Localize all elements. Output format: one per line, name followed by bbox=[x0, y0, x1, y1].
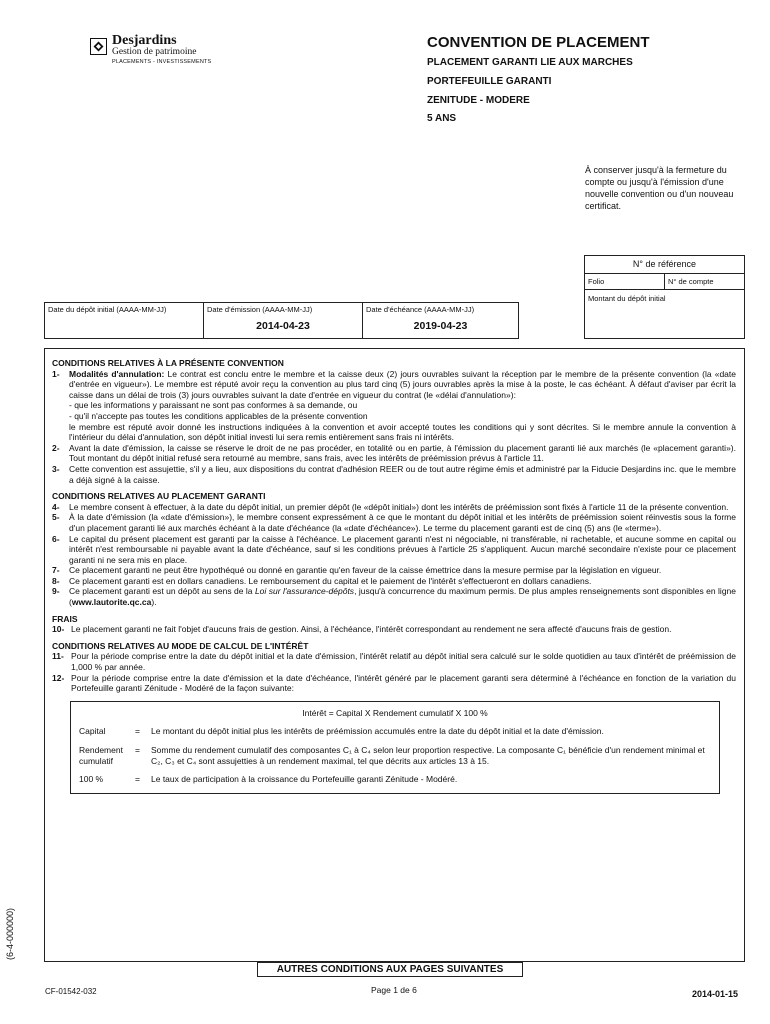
clause-text: Cette convention est assujettie, s'il y a lieu, aux dispositions du contrat d'adhésion REER ou de tout autre régime émis et administré par la Fiducie Desjardins inc. que le membre a déjà signé à la caisse. bbox=[69, 463, 736, 485]
clause-1 bbox=[52, 369, 736, 401]
clause-number: 1- bbox=[52, 368, 60, 379]
logo-name: Desjardins bbox=[112, 33, 177, 48]
logo-tagline: PLACEMENTS - INVESTISSEMENTS bbox=[112, 59, 212, 65]
clause-text: Pour la période comprise entre la date du dépôt initial et la date d'émission, l'intérêt relatif au dépôt initial sera calculé sur le solde quotidien au taux d'intérêt de préémission de 1,000 % par année. bbox=[71, 651, 736, 673]
clause-9 bbox=[52, 586, 736, 607]
reference-box bbox=[584, 255, 745, 339]
clause-lead: Modalités d'annulation: bbox=[69, 368, 165, 379]
formula-definition: Somme du rendement cumulatif des composantes C₁ à C₄ selon leur proportion respective. La composante C₁ bénéficie d'un rendement minimal et C₂, C₃ et C₄ sont assujetties à un rendement maximal, tel que décrits aux articles 13 à 15. bbox=[151, 745, 705, 766]
term-length: 5 ANS bbox=[427, 113, 457, 124]
initial-deposit-amount-field[interactable]: Montant du dépôt initial bbox=[588, 294, 666, 303]
page-number: Page 1 de 6 bbox=[371, 985, 417, 995]
clause-2 bbox=[52, 443, 736, 464]
section-title: FRAIS bbox=[52, 613, 78, 624]
formula-term: Rendement cumulatif bbox=[79, 745, 123, 766]
formula-definition: Le taux de participation à la croissance du Portefeuille garanti Zénitude - Modéré. bbox=[151, 774, 458, 785]
clause-text: Le membre consent à effectuer, à la date du dépôt initial, un premier dépôt (le «dépôt initial») dont les intérêts de préémission sont fixés à l'article 11 de la présente convention. bbox=[69, 501, 729, 512]
clause-number: 6- bbox=[52, 533, 60, 544]
form-code: CF-01542-032 bbox=[45, 987, 97, 996]
formula-term: 100 % bbox=[79, 774, 104, 785]
formula-row-rendement bbox=[79, 745, 711, 766]
clause-12 bbox=[52, 673, 736, 694]
clause-5 bbox=[52, 512, 736, 533]
initial-deposit-date-field[interactable] bbox=[44, 302, 204, 339]
section-title: CONDITIONS RELATIVES AU PLACEMENT GARANTI bbox=[52, 491, 266, 502]
law-reference: Loi sur l'assurance-dépôts bbox=[254, 586, 355, 597]
clause-number: 11- bbox=[52, 651, 64, 662]
clause-number: 5- bbox=[52, 512, 60, 523]
clause-4 bbox=[52, 502, 736, 513]
desjardins-logo-icon bbox=[90, 38, 107, 55]
folio-field[interactable]: Folio bbox=[585, 273, 665, 290]
clause-number: 3- bbox=[52, 463, 60, 474]
clause-number: 4- bbox=[52, 501, 60, 512]
more-conditions-banner: AUTRES CONDITIONS AUX PAGES SUIVANTES bbox=[257, 962, 523, 977]
maturity-date-label: Date d'échéance (AAAA-MM-JJ) bbox=[366, 305, 475, 314]
issue-date-label: Date d'émission (AAAA-MM-JJ) bbox=[207, 305, 313, 314]
clause-8 bbox=[52, 576, 736, 587]
formula-row-capital bbox=[79, 726, 711, 737]
formula-definition: Le montant du dépôt initial plus les intérêts de préémission accumulés entre la date du dépôt initial et la date d'émission. bbox=[151, 726, 604, 737]
document-title: CONVENTION DE PLACEMENT bbox=[427, 34, 650, 51]
clause-number: 12- bbox=[52, 672, 65, 683]
account-number-field[interactable]: N° de compte bbox=[665, 273, 744, 290]
retention-note: À conserver jusqu'à la fermeture du compte ou jusqu'à l'émission d'une nouvelle convention ou d'un nouveau certificat. bbox=[585, 165, 734, 211]
clause-text: Pour la période comprise entre la date d'émission et la date d'échéance, l'intérêt généré par le placement garanti sera déterminé à l'échéance en fonction de la variation du Portefeuille garanti Zénitude - Modéré de la façon suivante: bbox=[71, 672, 736, 694]
clause-6 bbox=[52, 534, 736, 566]
interest-formula-box bbox=[70, 701, 720, 794]
clause-text: Le placement garanti ne fait l'objet d'aucuns frais de gestion. Ainsi, à l'échéance, l'intérêt correspondant au rendement ne sera affecté d'aucuns frais de gestion. bbox=[71, 624, 672, 635]
clause-text: ). bbox=[151, 597, 157, 608]
clause-bullet: - qu'il n'accepte pas toutes les conditions applicables de la présente convention bbox=[69, 410, 368, 421]
clause-bullet: - que les informations y paraissant ne sont pas conformes à sa demande, ou bbox=[69, 400, 358, 411]
product-type: PLACEMENT GARANTI LIE AUX MARCHES bbox=[427, 57, 633, 68]
formula-row-participation bbox=[79, 774, 711, 785]
clause-text: Ce placement garanti est en dollars canadiens. Le remboursement du capital et le paiement de l'intérêt s'effectueront en dollars canadiens. bbox=[69, 575, 592, 586]
clause-text: Le contrat est conclu entre le membre et la caisse deux (2) jours ouvrables suivant la réception par le membre de la présente convention (la «date d'entrée en vigueur»). Le membre est réputé avoir reçu la convention au plus tard cinq (5) jours ouvrables après la mise à la poste, le cas échéant. À défaut d'aviser par écrit la caisse dans un délai de trois (3) jours ouvrables suivant la date d'entrée en vigueur du contrat (le «délai d'annulation»): bbox=[69, 368, 736, 400]
formula-title: Intérêt = Capital X Rendement cumulatif X 100 % bbox=[302, 707, 488, 718]
formula-equals: = bbox=[135, 774, 140, 785]
clause-text: Le capital du présent placement est garanti par la caisse à l'échéance. Le placement garanti n'est ni négociable, ni transférable, ni rachetable, et aucune somme en capital ou intérêt n'est remboursable ni payable avant la date d'échéance, sauf si les conditions prévues à l'article 25 s'appliquent. Aucun marché secondaire n'existe pour ce placement garanti ni ne sera mis en place. bbox=[69, 533, 736, 565]
clause-11 bbox=[52, 651, 736, 672]
clause-number: 10- bbox=[52, 624, 65, 635]
clause-3 bbox=[52, 464, 736, 485]
side-form-code: (6-4-000000) bbox=[5, 907, 15, 960]
formula-equals: = bbox=[135, 726, 140, 737]
clause-text: le membre est réputé avoir donné les instructions indiquées à la convention et avoir accepté toutes les conditions qui y sont décrites. Si le membre annule la convention à l'intérieur du délai d'annulation, son dépôt initial investi lui sera remis entièrement sans frais ni intérêts. bbox=[69, 421, 736, 443]
clause-number: 2- bbox=[52, 442, 60, 453]
maturity-date-value: 2019-04-23 bbox=[413, 320, 468, 332]
section-title: CONDITIONS RELATIVES AU MODE DE CALCUL DE L'INTÉRÊT bbox=[52, 640, 309, 651]
clause-number: 9- bbox=[52, 586, 60, 597]
clause-10 bbox=[52, 624, 736, 635]
clause-7 bbox=[52, 565, 736, 576]
clause-number: 7- bbox=[52, 565, 60, 576]
website-link[interactable]: www.lautorite.qc.ca bbox=[71, 597, 152, 608]
section-title: CONDITIONS RELATIVES À LA PRÉSENTE CONVENTION bbox=[52, 358, 284, 368]
clause-text: À la date d'émission (la «date d'émission»), le membre consent expressément à ce que le montant du dépôt initial et les intérêts de préémission soient réinvestis sous la forme d'un placement garanti lié aux marchés échéant à la date d'échéance (la «date d'échéance»). Le terme du placement garanti est de cinq (5) ans (le «terme»). bbox=[69, 512, 736, 533]
clause-text: Ce placement garanti ne peut être hypothéqué ou donné en garantie qu'en faveur de la caisse émettrice dans la mesure permise par la législation en vigueur. bbox=[69, 565, 662, 576]
form-date: 2014-01-15 bbox=[692, 989, 739, 999]
portfolio-profile: ZENITUDE - MODERE bbox=[427, 95, 530, 106]
reference-heading: N° de référence bbox=[585, 256, 744, 274]
maturity-date-field[interactable] bbox=[363, 302, 519, 339]
portfolio-name: PORTEFEUILLE GARANTI bbox=[427, 76, 552, 87]
clause-text: , jusqu'à concurrence du maximum permis. De plus amples renseignements sont disponibles en ligne ( bbox=[69, 586, 736, 608]
clause-number: 8- bbox=[52, 575, 60, 586]
formula-equals: = bbox=[135, 745, 140, 755]
formula-term: Capital bbox=[79, 726, 106, 737]
logo-subtitle: Gestion de patrimoine bbox=[112, 47, 197, 57]
conditions-box bbox=[44, 348, 745, 962]
initial-deposit-date-label: Date du dépôt initial (AAAA-MM-JJ) bbox=[48, 305, 167, 314]
issue-date-field[interactable] bbox=[204, 302, 363, 339]
clause-text: Avant la date d'émission, la caisse se réserve le droit de ne pas procéder, en totalité ou en partie, à l'émission du placement garanti lié aux marchés (le «placement garanti»). Tout montant du dépôt initial refusé sera retourné au membre, sans frais, avec les intérêts de préémission prévus à l'article 11. bbox=[69, 442, 736, 464]
issue-date-value: 2014-04-23 bbox=[256, 320, 310, 332]
clause-text: Ce placement garanti est un dépôt au sens de la bbox=[69, 586, 255, 597]
